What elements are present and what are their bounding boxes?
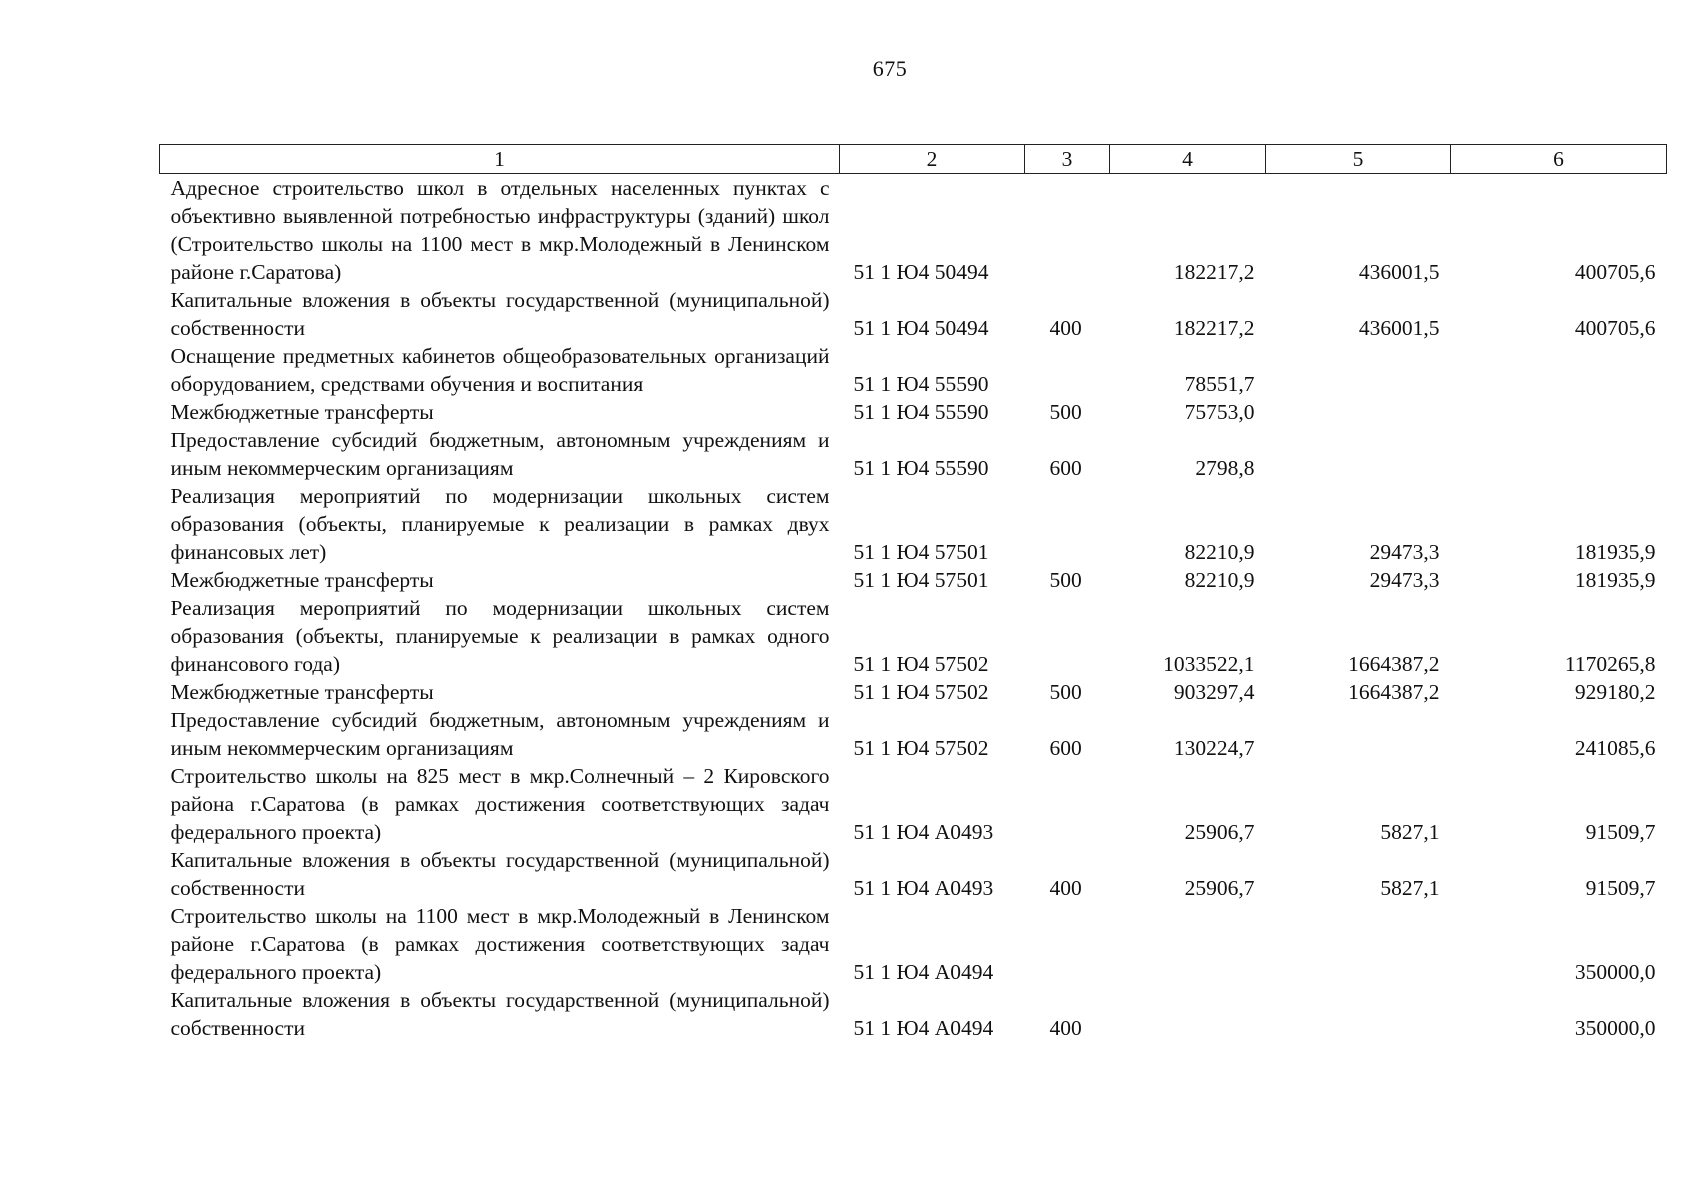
row-value-col4: 75753,0	[1184, 400, 1255, 424]
row-value-col4	[1110, 902, 1266, 986]
row-description: Адресное строительство школ в отдельных населенных пунктах с объективно выявленной потребностью инфраструктуры (зданий) школ (Строительство школы на 1100 мест в мкр.Молодежный в Ленинском районе г.Саратова)	[170, 176, 830, 284]
row-value-col6: 181935,9	[1574, 540, 1656, 564]
table-row	[160, 902, 1667, 986]
row-description: Реализация мероприятий по модернизации школьных систем образования (объекты, планируемые к реализации в рамках одного финансового года)	[170, 596, 830, 676]
row-value-col5	[1266, 342, 1451, 398]
row-code: 51 1 Ю4 А0494	[853, 960, 994, 984]
table-row	[160, 566, 1667, 594]
budget-table	[159, 144, 1667, 1042]
row-code: 51 1 Ю4 57501	[853, 568, 989, 592]
row-value-col6: 1170265,8	[1564, 652, 1656, 676]
table-row	[160, 678, 1667, 706]
table-row	[160, 706, 1667, 762]
row-code: 51 1 Ю4 57501	[853, 540, 989, 564]
row-value-col5: 29473,3	[1369, 568, 1440, 592]
row-expense-type: 600	[1049, 736, 1082, 760]
row-value-col4: 182217,2	[1173, 260, 1255, 284]
row-description: Предоставление субсидий бюджетным, автономным учреждениям и иным некоммерческим организациям	[170, 428, 830, 480]
row-expense-type	[1025, 482, 1110, 566]
row-value-col5	[1266, 398, 1451, 426]
row-value-col5: 5827,1	[1380, 820, 1440, 844]
row-value-col6	[1451, 398, 1667, 426]
table-row	[160, 846, 1667, 902]
row-expense-type: 600	[1049, 456, 1082, 480]
row-value-col4	[1110, 986, 1266, 1042]
table-body	[160, 174, 1667, 1043]
row-code: 51 1 Ю4 57502	[853, 652, 989, 676]
row-value-col5: 436001,5	[1358, 316, 1440, 340]
row-code: 51 1 Ю4 55590	[853, 372, 989, 396]
row-description: Строительство школы на 825 мест в мкр.Солнечный – 2 Кировского района г.Саратова (в рамках достижения соответствующих задач федерального проекта)	[170, 764, 830, 844]
table-row	[160, 342, 1667, 398]
row-description: Межбюджетные трансферты	[170, 680, 434, 704]
row-expense-type: 500	[1049, 568, 1082, 592]
row-code: 51 1 Ю4 57502	[853, 680, 989, 704]
row-description: Оснащение предметных кабинетов общеобразовательных организаций оборудованием, средствами обучения и воспитания	[170, 344, 830, 396]
row-code: 51 1 Ю4 50494	[853, 316, 989, 340]
row-value-col4: 182217,2	[1173, 316, 1255, 340]
row-value-col4: 903297,4	[1173, 680, 1255, 704]
table-row	[160, 986, 1667, 1042]
row-description: Межбюджетные трансферты	[170, 568, 434, 592]
row-code: 51 1 Ю4 55590	[853, 400, 989, 424]
row-expense-type: 500	[1049, 680, 1082, 704]
row-code: 51 1 Ю4 А0494	[853, 1016, 994, 1040]
row-value-col4: 1033522,1	[1163, 652, 1255, 676]
row-value-col4: 25906,7	[1184, 876, 1255, 900]
table-row	[160, 482, 1667, 566]
row-code: 51 1 Ю4 А0493	[853, 876, 994, 900]
row-value-col6: 241085,6	[1574, 736, 1656, 760]
row-value-col6	[1451, 342, 1667, 398]
row-value-col5	[1266, 986, 1451, 1042]
table-row	[160, 594, 1667, 678]
row-expense-type	[1025, 174, 1110, 287]
row-value-col6: 350000,0	[1574, 960, 1656, 984]
row-value-col4: 82210,9	[1184, 540, 1255, 564]
row-value-col5: 1664387,2	[1348, 652, 1440, 676]
row-value-col5	[1266, 902, 1451, 986]
row-code: 51 1 Ю4 А0493	[853, 820, 994, 844]
row-expense-type: 400	[1049, 1016, 1082, 1040]
row-value-col6	[1451, 426, 1667, 482]
row-value-col5	[1266, 426, 1451, 482]
table-row	[160, 762, 1667, 846]
row-expense-type: 500	[1049, 400, 1082, 424]
table-row	[160, 426, 1667, 482]
row-description: Капитальные вложения в объекты государственной (муниципальной) собственности	[170, 988, 830, 1040]
table-header	[160, 145, 1667, 174]
row-code: 51 1 Ю4 57502	[853, 736, 989, 760]
row-value-col5: 1664387,2	[1348, 680, 1440, 704]
row-value-col4: 82210,9	[1184, 568, 1255, 592]
table-row	[160, 398, 1667, 426]
row-expense-type: 400	[1049, 316, 1082, 340]
row-description: Предоставление субсидий бюджетным, автономным учреждениям и иным некоммерческим организациям	[170, 708, 830, 760]
row-value-col6: 400705,6	[1574, 260, 1656, 284]
row-value-col5: 5827,1	[1380, 876, 1440, 900]
header-row	[160, 145, 1667, 174]
page-number: 675	[872, 56, 908, 81]
row-description: Реализация мероприятий по модернизации школьных систем образования (объекты, планируемые к реализации в рамках двух финансовых лет)	[170, 484, 830, 564]
row-value-col6: 91509,7	[1585, 820, 1656, 844]
row-value-col6: 91509,7	[1585, 876, 1656, 900]
row-value-col4: 25906,7	[1184, 820, 1255, 844]
column-header-6: 6	[1451, 145, 1667, 174]
table-row	[160, 286, 1667, 342]
column-header-1: 1	[160, 145, 840, 174]
row-expense-type	[1025, 902, 1110, 986]
row-description: Строительство школы на 1100 мест в мкр.Молодежный в Ленинском районе г.Саратова (в рамках достижения соответствующих задач федерального проекта)	[170, 904, 830, 984]
row-value-col6: 181935,9	[1574, 568, 1656, 592]
row-value-col4: 2798,8	[1195, 456, 1255, 480]
row-code: 51 1 Ю4 55590	[853, 456, 989, 480]
row-description: Межбюджетные трансферты	[170, 400, 434, 424]
row-value-col4: 130224,7	[1173, 736, 1255, 760]
column-header-2: 2	[840, 145, 1025, 174]
column-header-5: 5	[1266, 145, 1451, 174]
row-value-col6: 350000,0	[1574, 1016, 1656, 1040]
row-description: Капитальные вложения в объекты государственной (муниципальной) собственности	[170, 848, 830, 900]
row-value-col4: 78551,7	[1184, 372, 1255, 396]
row-code: 51 1 Ю4 50494	[853, 260, 989, 284]
row-expense-type: 400	[1049, 876, 1082, 900]
row-value-col5	[1266, 706, 1451, 762]
table-row	[160, 174, 1667, 287]
row-description: Капитальные вложения в объекты государственной (муниципальной) собственности	[170, 288, 830, 340]
row-value-col5: 29473,3	[1369, 540, 1440, 564]
row-value-col6: 929180,2	[1574, 680, 1656, 704]
row-expense-type	[1025, 594, 1110, 678]
row-expense-type	[1025, 762, 1110, 846]
column-header-4: 4	[1110, 145, 1266, 174]
row-value-col5: 436001,5	[1358, 260, 1440, 284]
row-value-col6: 400705,6	[1574, 316, 1656, 340]
row-expense-type	[1025, 342, 1110, 398]
column-header-3: 3	[1025, 145, 1110, 174]
